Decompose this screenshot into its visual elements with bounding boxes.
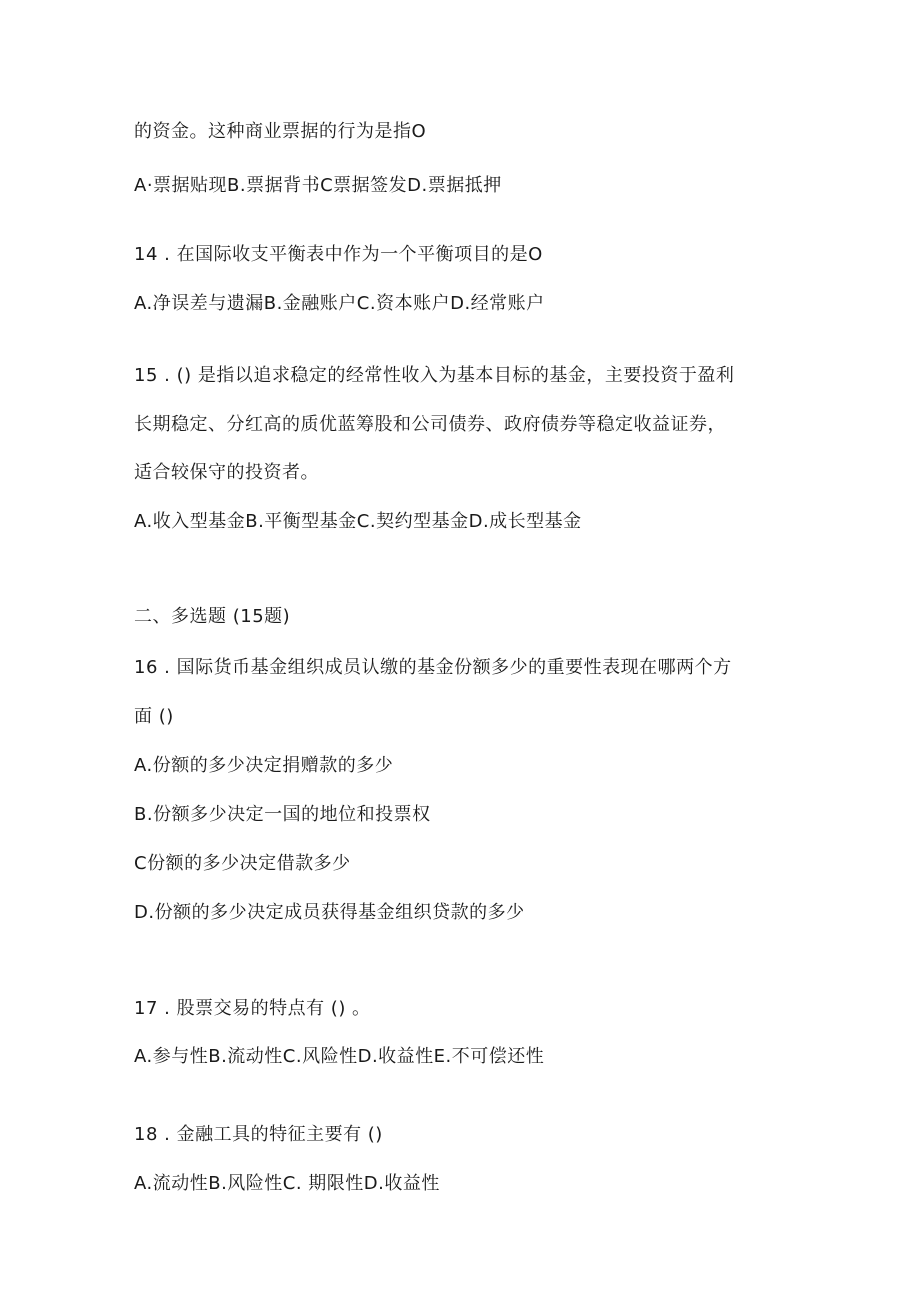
q16-stem-line1: 16 . 国际货币基金组织成员认缴的基金份额多少的重要性表现在哪两个方: [134, 657, 732, 678]
q16-option-a: A.份额的多少决定捐赠款的多少: [134, 755, 394, 776]
q17-options: A.参与性B.流动性C.风险性D.收益性E.不可偿还性: [134, 1046, 545, 1067]
q16-option-c: C份额的多少决定借款多少: [134, 853, 351, 874]
q16-option-b: B.份额多少决定一国的地位和投票权: [134, 804, 431, 825]
q15-stem-line1: 15 . () 是指以追求稳定的经常性收入为基本目标的基金，主要投资于盈利: [134, 365, 735, 386]
q15-options: A.收入型基金B.平衡型基金C.契约型基金D.成长型基金: [134, 511, 582, 532]
section-heading: 二、多选题 (15题): [134, 606, 291, 627]
q14-options: A.净误差与遗漏B.金融账户C.资本账户D.经常账户: [134, 293, 545, 314]
q13-stem-tail: 的资金。这种商业票据的行为是指O: [134, 121, 427, 142]
q14-stem: 14 . 在国际收支平衡表中作为一个平衡项目的是O: [134, 244, 543, 265]
q17-stem: 17 . 股票交易的特点有 () 。: [134, 998, 371, 1019]
q18-options: A.流动性B.风险性C. 期限性D.收益性: [134, 1173, 440, 1194]
q15-stem-line2: 长期稳定、分红高的质优蓝筹股和公司债券、政府债券等稳定收益证券，: [134, 414, 726, 435]
q18-stem: 18 . 金融工具的特征主要有 (): [134, 1124, 383, 1145]
q13-options: A·票据贴现B.票据背书C票据签发D.票据抵押: [134, 175, 502, 196]
q16-option-d: D.份额的多少决定成员获得基金组织贷款的多少: [134, 902, 525, 923]
q15-stem-line3: 适合较保守的投资者。: [134, 462, 319, 483]
q16-stem-line2: 面 (): [134, 706, 174, 727]
